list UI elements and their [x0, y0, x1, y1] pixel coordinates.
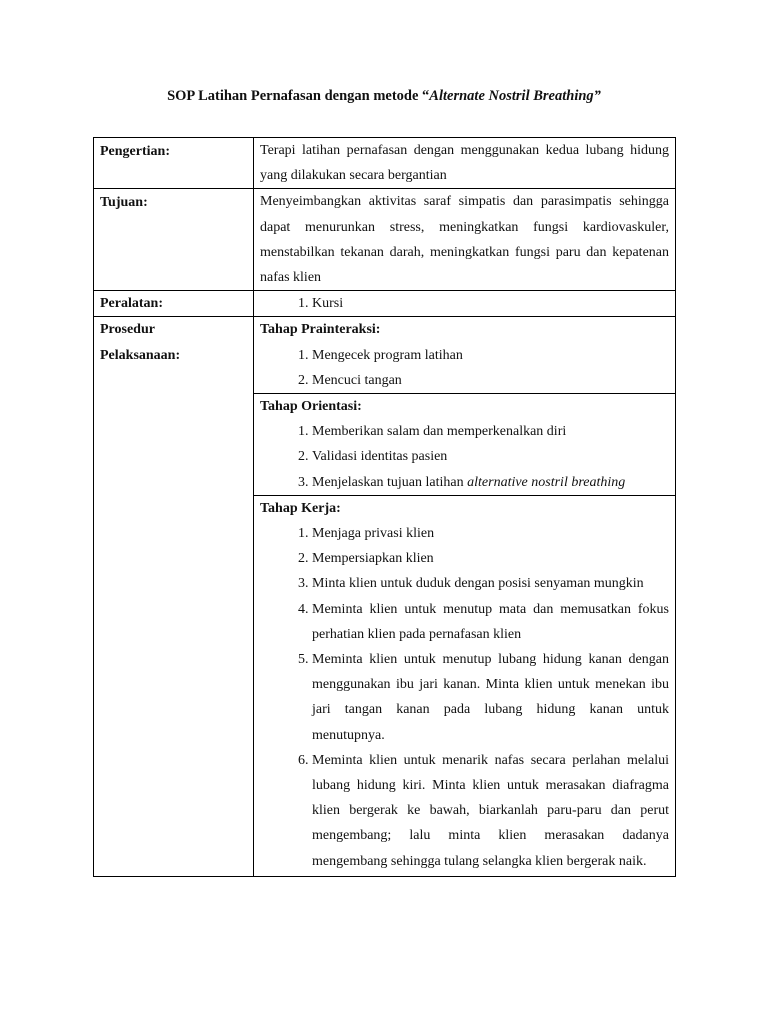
label-prosedur-line2: Pelaksanaan:: [100, 347, 181, 363]
sop-table: [93, 137, 676, 877]
peralatan-list: [260, 291, 669, 316]
section-orientasi: [254, 394, 676, 496]
section-prainteraksi: [254, 317, 676, 394]
prainteraksi-list: [260, 343, 669, 393]
label-peralatan: Peralatan:: [94, 291, 254, 317]
title-text: SOP Latihan Pernafasan dengan metode “: [167, 88, 430, 104]
content-pengertian: Terapi latihan pernafasan dengan menggunakan kedua lubang hidung yang dilakukan secara bergantian: [254, 138, 676, 189]
label-prosedur-line1: Prosedur: [100, 322, 155, 338]
list-item: 1. Menjaga privasi klien: [312, 521, 669, 546]
content-tujuan: Menyeimbangkan aktivitas saraf simpatis dan parasimpatis sehingga dapat menurunkan stress, meningkatkan fungsi kardiovaskuler, menstabilkan tekanan darah, meningkatkan fungsi paru dan kepatenan nafas klien: [254, 189, 676, 291]
heading-prainteraksi: Tahap Prainteraksi:: [260, 322, 381, 338]
list-item-italic-text: alternative nostril breathing: [467, 474, 626, 490]
list-item: 6. Meminta klien untuk menarik nafas secara perlahan melalui lubang hidung kiri. Minta klien untuk merasakan diafragma klien bergerak ke bawah, biarkanlah paru-paru dan perut mengembang; lalu minta klien merasakan dadanya mengembang sehingga tulang selangka klien bergerak naik.: [312, 748, 669, 874]
list-item: 5. Meminta klien untuk menutup lubang hidung kanan dengan menggunakan ibu jari kanan. Minta klien untuk menekan ibu jari tangan kanan pada lubang hidung kanan untuk menutupnya.: [312, 647, 669, 748]
list-item: 2. Mencuci tangan: [312, 368, 669, 393]
row-tujuan: [94, 189, 676, 291]
label-tujuan: Tujuan:: [94, 189, 254, 291]
list-item: [312, 470, 669, 495]
label-pengertian: Pengertian:: [94, 138, 254, 189]
row-prainteraksi: [94, 317, 676, 394]
list-item: 2. Validasi identitas pasien: [312, 444, 669, 469]
row-peralatan: [94, 291, 676, 317]
content-peralatan: [254, 291, 676, 317]
orientasi-list: [260, 419, 669, 495]
row-pengertian: [94, 138, 676, 189]
heading-kerja: Tahap Kerja:: [260, 500, 341, 516]
list-item: 3. Minta klien untuk duduk dengan posisi senyaman mungkin: [312, 571, 669, 596]
list-item: 1. Kursi: [312, 291, 669, 316]
document-title: [0, 88, 768, 105]
list-item: 1. Mengecek program latihan: [312, 343, 669, 368]
heading-orientasi: Tahap Orientasi:: [260, 399, 362, 415]
list-item: 2. Mempersiapkan klien: [312, 546, 669, 571]
section-kerja: [254, 495, 676, 876]
list-item-text: Menjelaskan tujuan latihan: [312, 474, 468, 490]
list-item: 1. Memberikan salam dan memperkenalkan diri: [312, 419, 669, 444]
kerja-list: [260, 521, 669, 874]
list-item: 4. Meminta klien untuk menutup mata dan memusatkan fokus perhatian klien pada pernafasan klien: [312, 597, 669, 647]
title-italic-text: Alternate Nostril Breathing”: [429, 88, 601, 104]
label-prosedur: [94, 317, 254, 876]
